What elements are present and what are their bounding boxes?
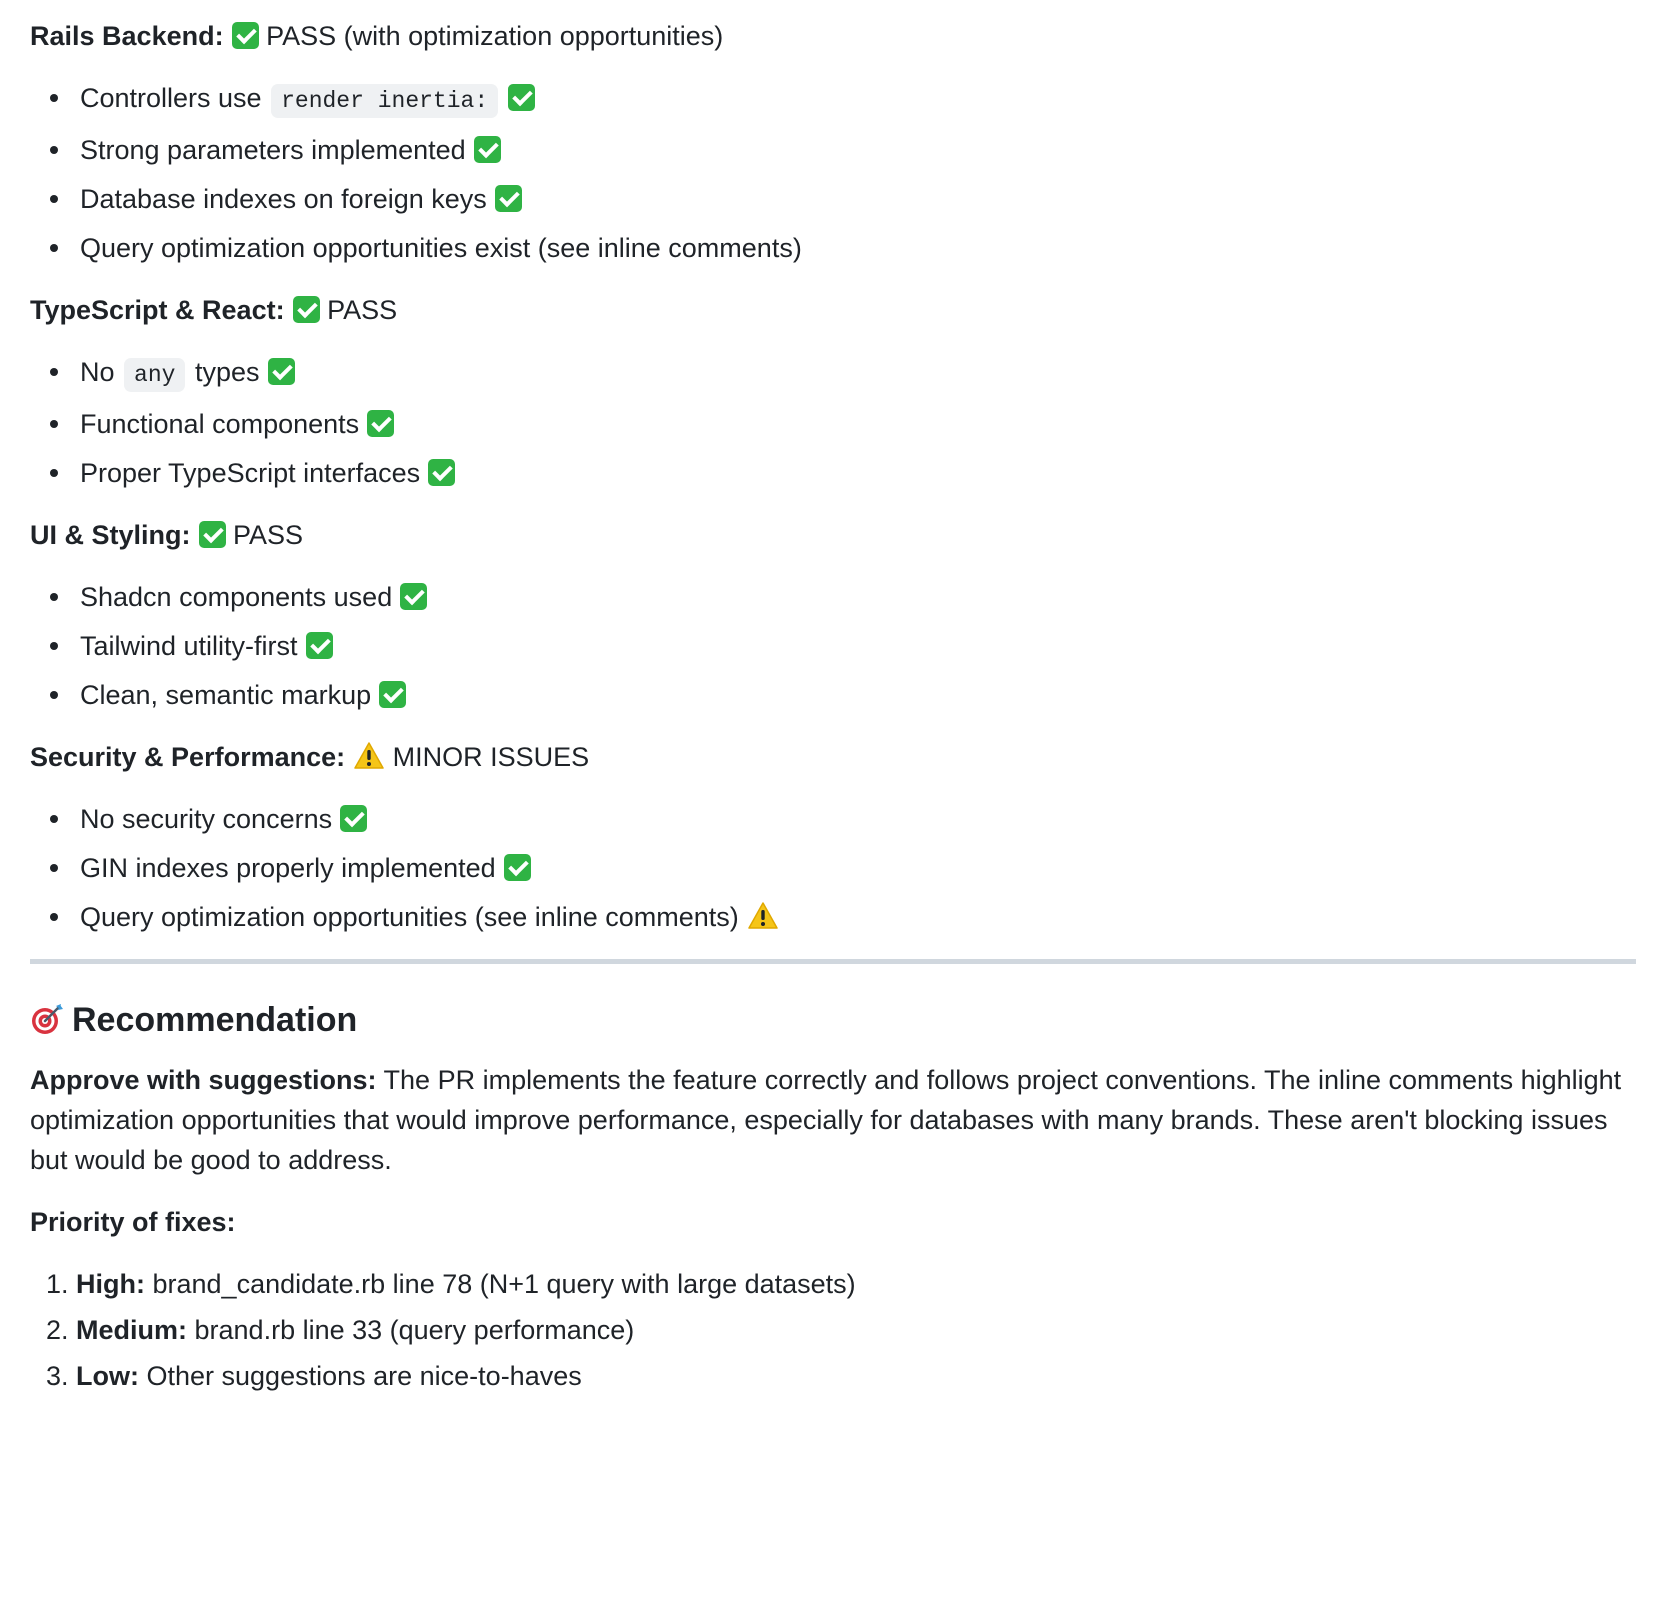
check-icon [379,681,406,708]
list-item [50,179,1636,219]
item-text: No [80,357,115,387]
priority-text: Other suggestions are nice-to-haves [146,1361,582,1391]
checklist-typescript-react [30,352,1636,493]
list-item [50,897,1636,937]
priority-label: High: [76,1269,145,1299]
checklist-ui-styling [30,577,1636,715]
item-text: Query optimization opportunities (see inline comments) [80,902,739,932]
item-text: Strong parameters implemented [80,135,466,165]
list-item [50,848,1636,888]
approve-label: Approve with suggestions: [30,1065,377,1095]
check-icon [293,296,320,323]
check-icon [428,459,455,486]
check-icon [340,805,367,832]
list-item [46,1310,1636,1350]
check-icon [268,358,295,385]
check-icon [306,632,333,659]
priority-label: Low: [76,1361,139,1391]
list-item [50,130,1636,170]
list-item [50,626,1636,666]
priority-heading-text: Priority of fixes: [30,1207,236,1237]
section-status: PASS (with optimization opportunities) [266,21,724,51]
list-item [50,675,1636,715]
inline-code: render inertia: [271,84,498,118]
item-text: Controllers use [80,83,262,113]
section-rails-backend [30,12,1636,60]
inline-code: any [124,358,185,392]
list-item [50,577,1636,617]
list-item [46,1264,1636,1304]
item-text: GIN indexes properly implemented [80,853,496,883]
list-number: 1. [46,1269,69,1299]
checklist-security-performance [30,799,1636,937]
recommendation-heading [30,998,1636,1042]
item-text: Clean, semantic markup [80,680,372,710]
section-heading: UI & Styling: [30,520,191,550]
item-text: types [194,357,260,387]
check-icon [508,84,535,111]
check-icon [199,521,226,548]
item-text: Proper TypeScript interfaces [80,458,421,488]
item-text: Database indexes on foreign keys [80,184,487,214]
section-divider [30,959,1636,964]
check-icon [504,854,531,881]
recommendation-body [30,1060,1636,1180]
priority-text: brand.rb line 33 (query performance) [194,1315,635,1345]
check-icon [400,583,427,610]
section-heading: TypeScript & React: [30,295,285,325]
list-item [50,352,1636,395]
item-text: No security concerns [80,804,333,834]
item-text: Tailwind utility-first [80,631,298,661]
section-security-performance [30,733,1636,781]
item-text: Functional components [80,409,360,439]
item-text: Shadcn components used [80,582,393,612]
section-typescript-react [30,286,1636,334]
check-icon [367,410,394,437]
section-heading: Security & Performance: [30,742,346,772]
section-ui-styling [30,511,1636,559]
list-item [50,228,1636,268]
priority-heading [30,1198,1636,1246]
list-item [50,404,1636,444]
list-item [50,799,1636,839]
priority-label: Medium: [76,1315,187,1345]
section-heading: Rails Backend: [30,21,224,51]
list-item [50,78,1636,121]
list-number: 3. [46,1361,69,1391]
check-icon [495,185,522,212]
check-icon [232,22,259,49]
list-item [50,453,1636,493]
section-status: MINOR ISSUES [392,742,590,772]
checklist-rails-backend [30,78,1636,268]
list-number: 2. [46,1315,69,1345]
recommendation-title: Recommendation [72,1001,358,1039]
section-status: PASS [327,295,398,325]
approve-text: The PR implements the feature correctly and follows project conventions. The inline comments highlight optimization opportunities that would improve performance, especially for databases with many brands. These aren't blocking issues but would be good to address. [30,1065,1622,1175]
priority-text: brand_candidate.rb line 78 (N+1 query with large datasets) [152,1269,856,1299]
section-status: PASS [233,520,304,550]
target-icon [30,1002,64,1036]
warning-icon [353,741,385,770]
list-item [46,1356,1636,1396]
priority-list [30,1264,1636,1396]
check-icon [474,136,501,163]
warning-icon [747,901,779,930]
item-text: Query optimization opportunities exist (see inline comments) [80,233,802,263]
